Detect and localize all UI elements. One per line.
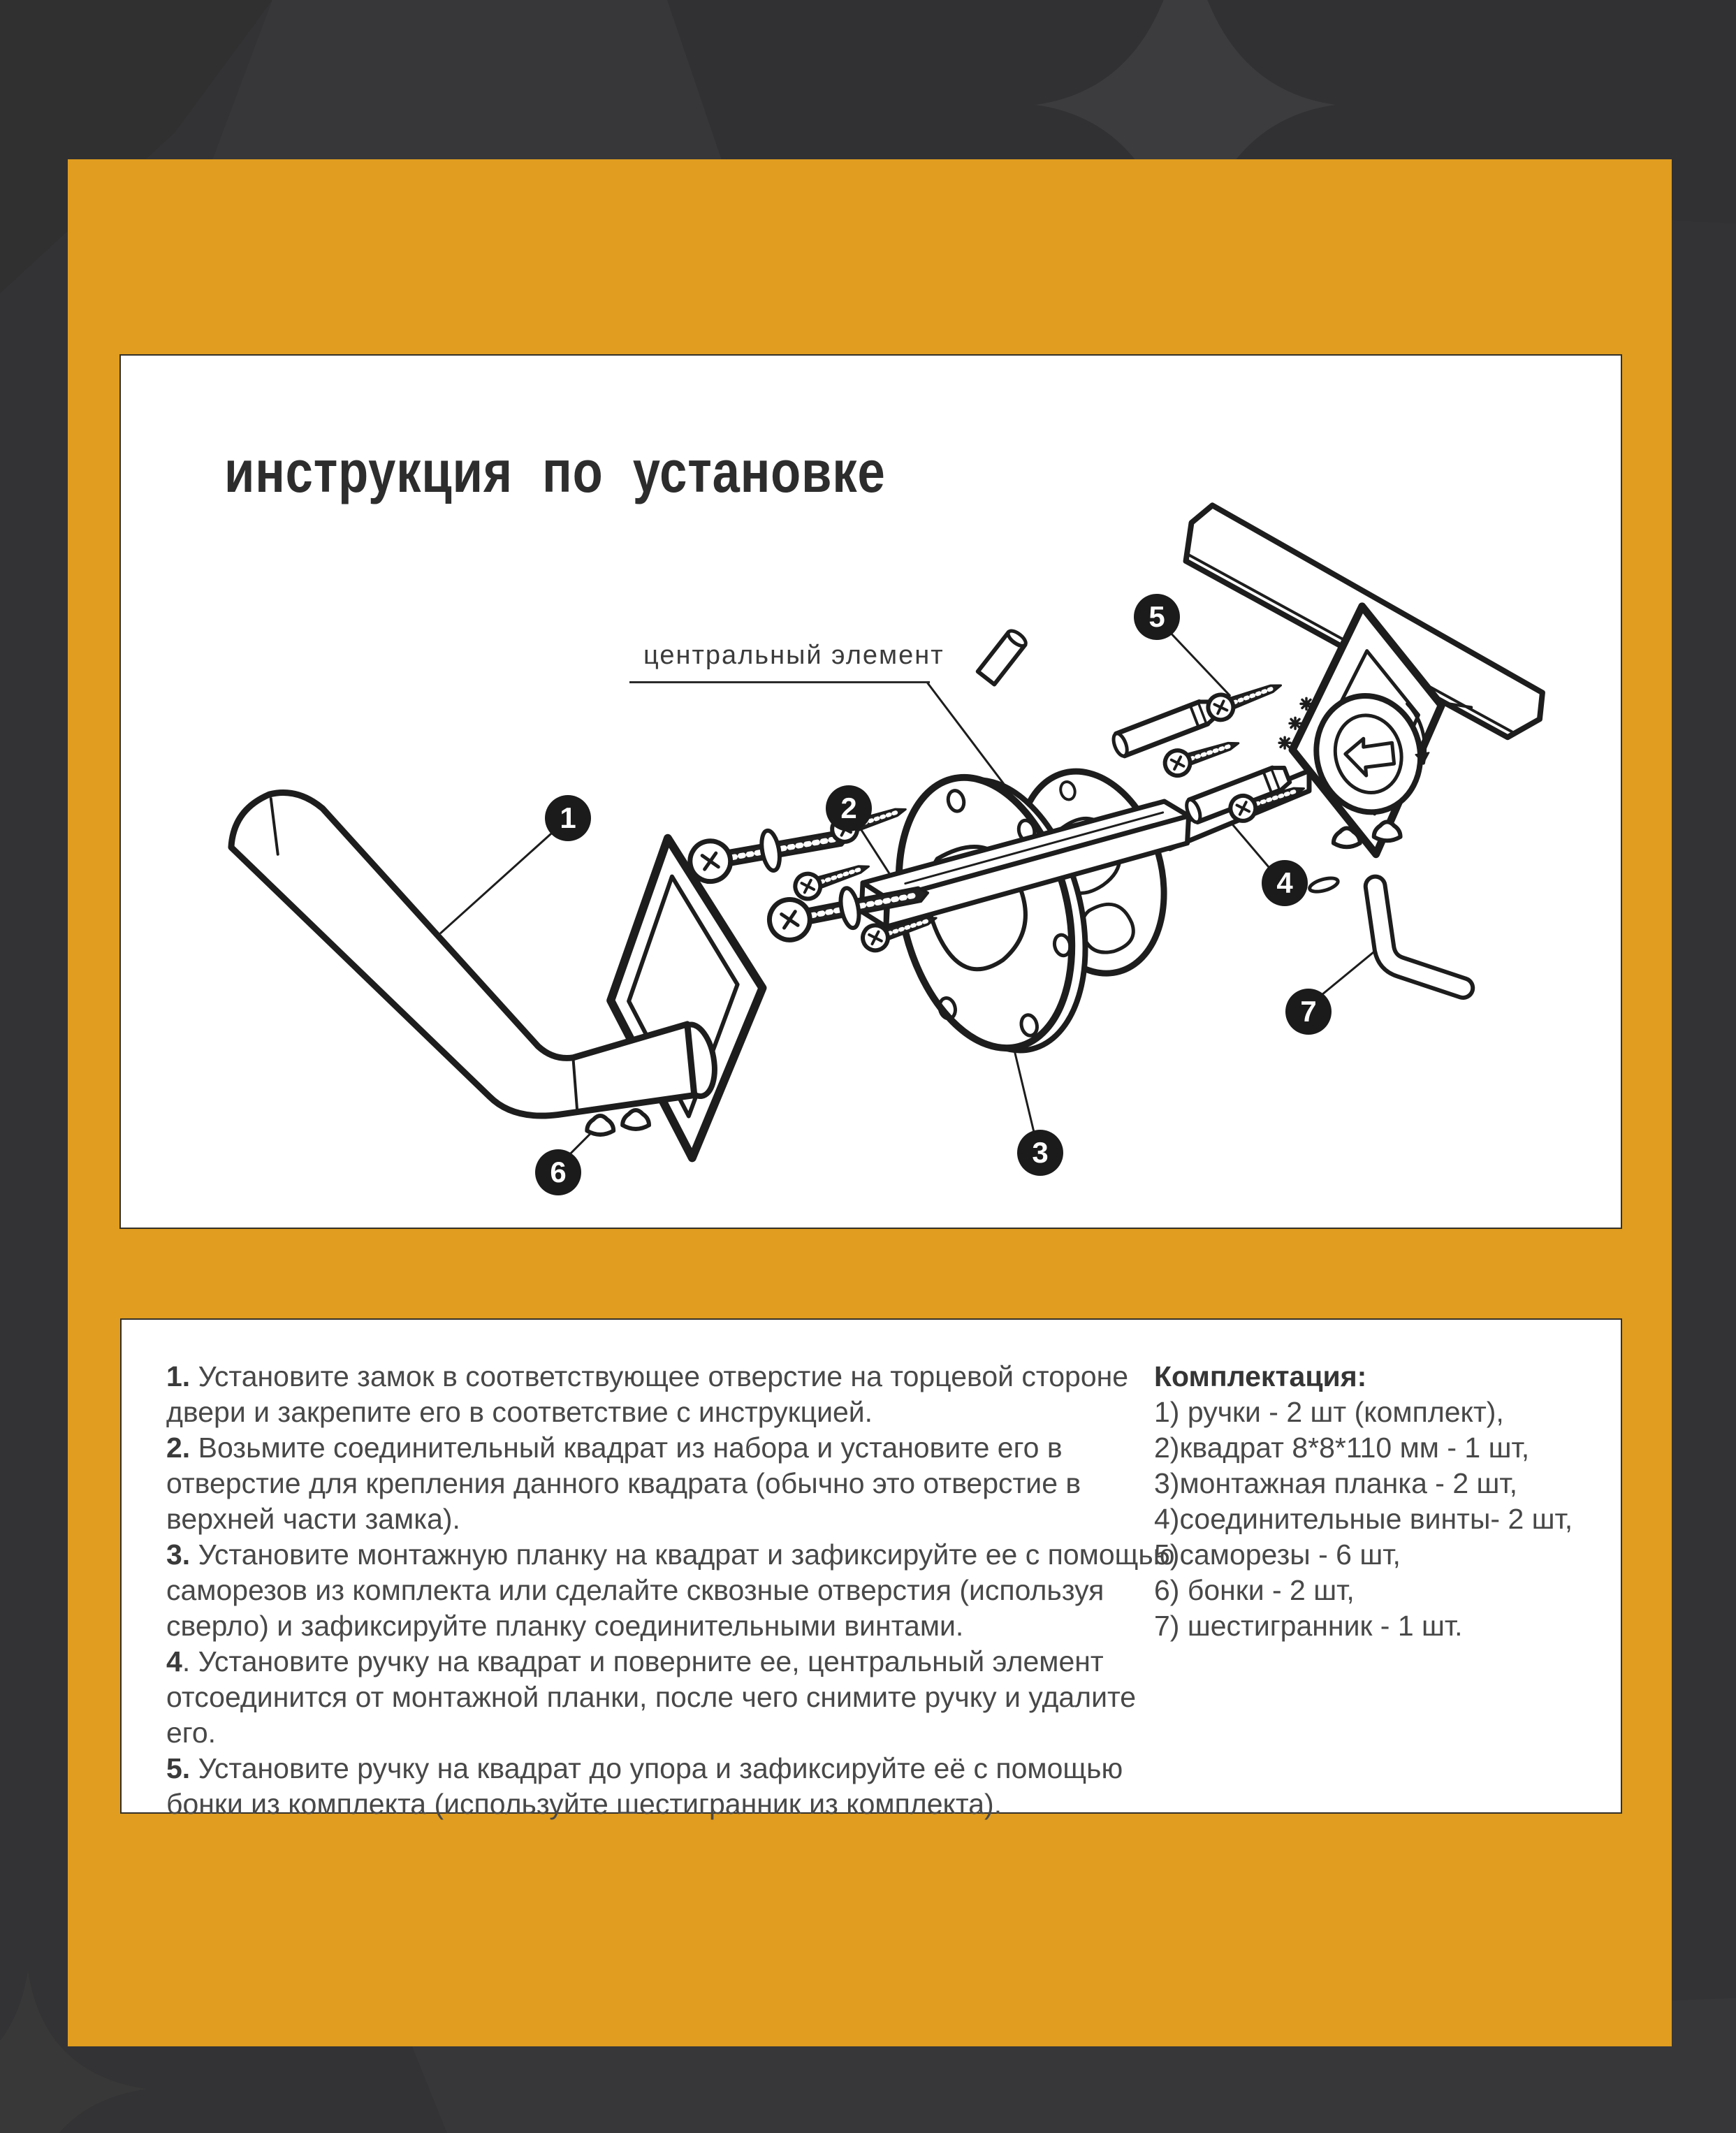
callout-6: 6 [535, 1149, 581, 1195]
instruction-diagram-card [119, 354, 1622, 1229]
kit-item: 7) шестигранник - 1 шт. [1154, 1610, 1463, 1642]
kit-heading: Комплектация: [1154, 1360, 1367, 1392]
connector-peg [978, 628, 1028, 684]
cap-bonka [622, 1110, 649, 1129]
instruction-item: 2. Возьмите соединительный квадрат из набора и установите его в отверстие для крепления данного квадрата (обычно это отверстие в верхней части замка). [166, 1432, 1081, 1535]
page-title: инструкция по установке [224, 439, 886, 504]
orange-panel [68, 159, 1672, 2046]
instruction-item: 3. Установите монтажную планку на квадрат и зафиксируйте ее с помощью саморезов из комплекта или сделайте сквозные отверстия (используя сверло) и зафиксируйте планку соединительными винтами. [166, 1538, 1175, 1642]
kit-item: 3)монтажная планка - 2 шт, [1154, 1467, 1518, 1499]
kit-item: 4)соединительные винты- 2 шт, [1154, 1503, 1573, 1535]
instruction-item: 4. Установите ручку на квадрат и поверните ее, центральный элемент отсоединится от монтажной планки, после чего снимите ручку и удалите его. [166, 1645, 1137, 1749]
instruction-item: 5. Установите ручку на квадрат до упора и зафиксируйте её с помощью бонки из комплекта (используйте шестигранник из комплекта). [166, 1752, 1123, 1820]
diagram-label: центральный элемент [643, 641, 944, 670]
callout-5: 5 [1134, 594, 1180, 640]
kit-item: 1) ручки - 2 шт (комплект), [1154, 1396, 1504, 1428]
callout-1: 1 [545, 795, 591, 841]
kit-item: 6) бонки - 2 шт, [1154, 1574, 1355, 1606]
kit-item: 2)квадрат 8*8*110 мм - 1 шт, [1154, 1432, 1530, 1464]
callout-2: 2 [826, 785, 872, 831]
instructions-list [166, 1359, 1181, 1822]
callout-3: 3 [1017, 1130, 1063, 1176]
kit-items [1154, 1395, 1619, 1644]
cap-bonka [587, 1116, 613, 1135]
label-underline-rule [629, 681, 930, 683]
instruction-text-card [120, 1318, 1622, 1820]
connector-sleeve [1111, 698, 1218, 758]
kit-item: 5)саморезы - 6 шт, [1154, 1538, 1401, 1571]
callout-7: 7 [1285, 989, 1332, 1035]
instruction-item: 1. Установите замок в соответствующее отверстие на торцевой стороне двери и закрепите его в соответствие с инструкцией. [166, 1360, 1129, 1428]
callout-4: 4 [1262, 860, 1308, 906]
kit-list [1154, 1359, 1619, 1644]
allen-key [1376, 887, 1464, 989]
